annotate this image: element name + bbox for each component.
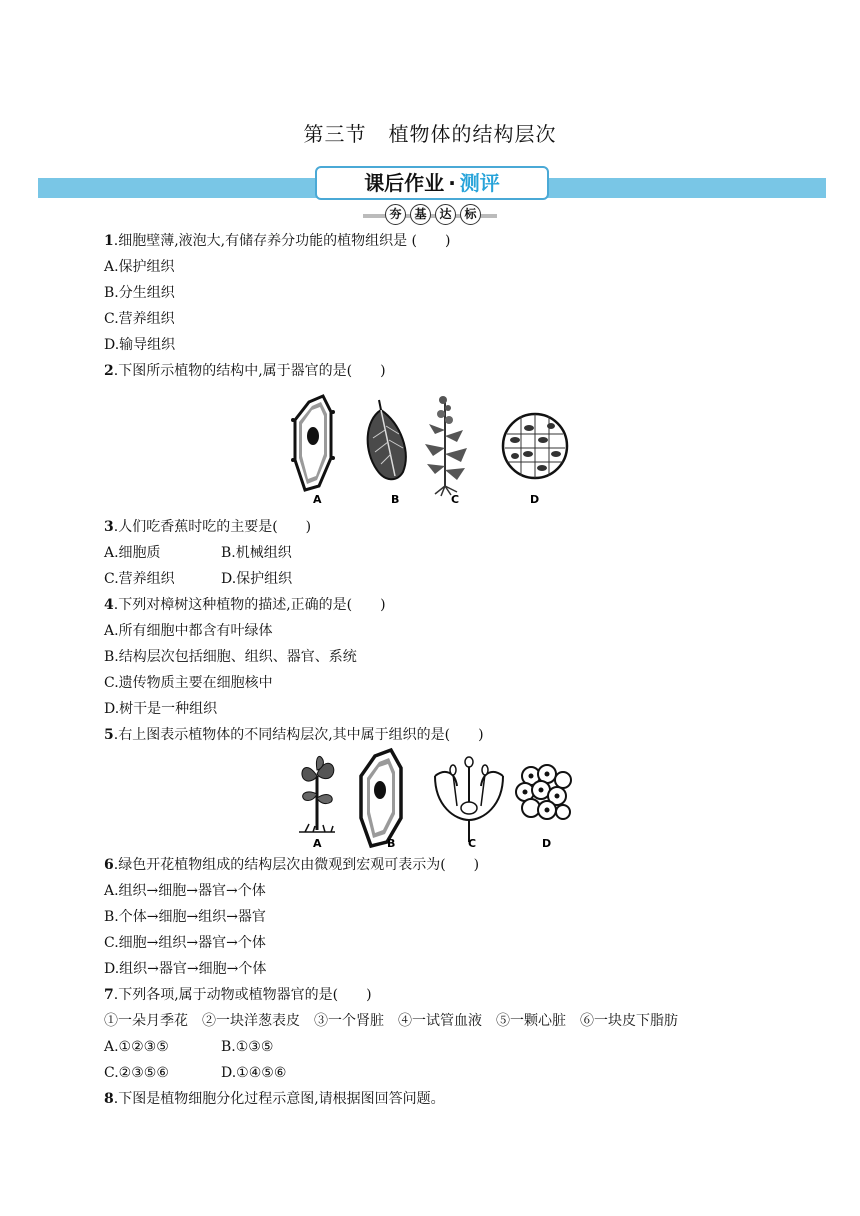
question-2-stem: 2.下图所示植物的结构中,属于器官的是( ) [104,363,386,379]
banner-title [315,166,549,200]
option: D.组织→器官→细胞→个体 [104,961,267,977]
flower-section-icon [435,757,503,842]
leaf-icon [368,400,406,479]
question-5-stem: 5.右上图表示植物体的不同结构层次,其中属于组织的是( ) [104,727,484,743]
plant-cell-icon [361,750,401,846]
banner-subtitle [363,204,497,226]
subtitle-char: 基 [410,204,431,225]
option: B.分生组织 [104,285,175,301]
page-title [0,118,860,147]
option: D.输导组织 [104,337,176,353]
option: C.营养组织 [104,571,175,587]
figure-label: D [530,493,540,506]
whole-plant-icon [425,396,467,496]
option: C.遗传物质主要在细胞核中 [104,675,273,691]
tissue-circle-icon [503,414,567,478]
small-plant-icon [299,756,335,832]
option: A.细胞质 [104,545,161,561]
figure-label: D [542,837,552,850]
option: C.②③⑤⑥ [104,1065,169,1081]
banner-accent-text: 测评 [459,171,500,195]
subtitle-char: 夯 [385,204,406,225]
option: B.结构层次包括细胞、组织、器官、系统 [104,649,357,665]
question-2-figure [285,390,585,508]
subtitle-char: 标 [460,204,481,225]
question-6-stem: 6.绿色开花植物组成的结构层次由微观到宏观可表示为( ) [104,857,480,873]
question-8-stem: 8.下图是植物细胞分化过程示意图,请根据图回答问题。 [104,1091,445,1107]
figure-label: B [387,837,396,850]
option: D.保护组织 [221,571,293,587]
figure-label: A [313,837,322,850]
question-3-stem: 3.人们吃香蕉时吃的主要是( ) [104,519,312,535]
figure-label: C [468,837,477,850]
option: B.机械组织 [221,545,292,561]
option: B.①③⑤ [221,1039,274,1055]
question-7-stem: 7.下列各项,属于动物或植物器官的是( ) [104,987,372,1003]
section-title: 植物体的结构层次 [388,122,557,146]
option: A.①②③⑤ [104,1039,169,1055]
question-1-stem: 1.细胞壁薄,液泡大,有储存养分功能的植物组织是 ( ) [104,233,451,249]
section-number: 第三节 [303,122,367,146]
subtitle-char: 达 [435,204,456,225]
option: A.保护组织 [104,259,175,275]
option: B.个体→细胞→组织→器官 [104,909,266,925]
option: C.细胞→组织→器官→个体 [104,935,266,951]
question-4-stem: 4.下列对樟树这种植物的描述,正确的是( ) [104,597,386,613]
option: D.①④⑤⑥ [221,1065,287,1081]
plant-cell-icon [291,396,335,490]
option: D.树干是一种组织 [104,701,218,717]
question-7-items: ①一朵月季花 ②一块洋葱表皮 ③一个肾脏 ④一试管血液 ⑤一颗心脏 ⑥一块皮下脂肪 [104,1013,678,1029]
figure-label: A [313,493,322,506]
option: A.组织→细胞→器官→个体 [104,883,266,899]
figure-label: B [391,493,400,506]
figure-label: C [451,493,460,506]
banner-dot: · [448,171,456,195]
option: C.营养组织 [104,311,175,327]
banner-main-text: 课后作业 [364,171,445,195]
tissue-cluster-icon [516,765,571,819]
question-5-figure [285,746,585,852]
option: A.所有细胞中都含有叶绿体 [104,623,273,639]
